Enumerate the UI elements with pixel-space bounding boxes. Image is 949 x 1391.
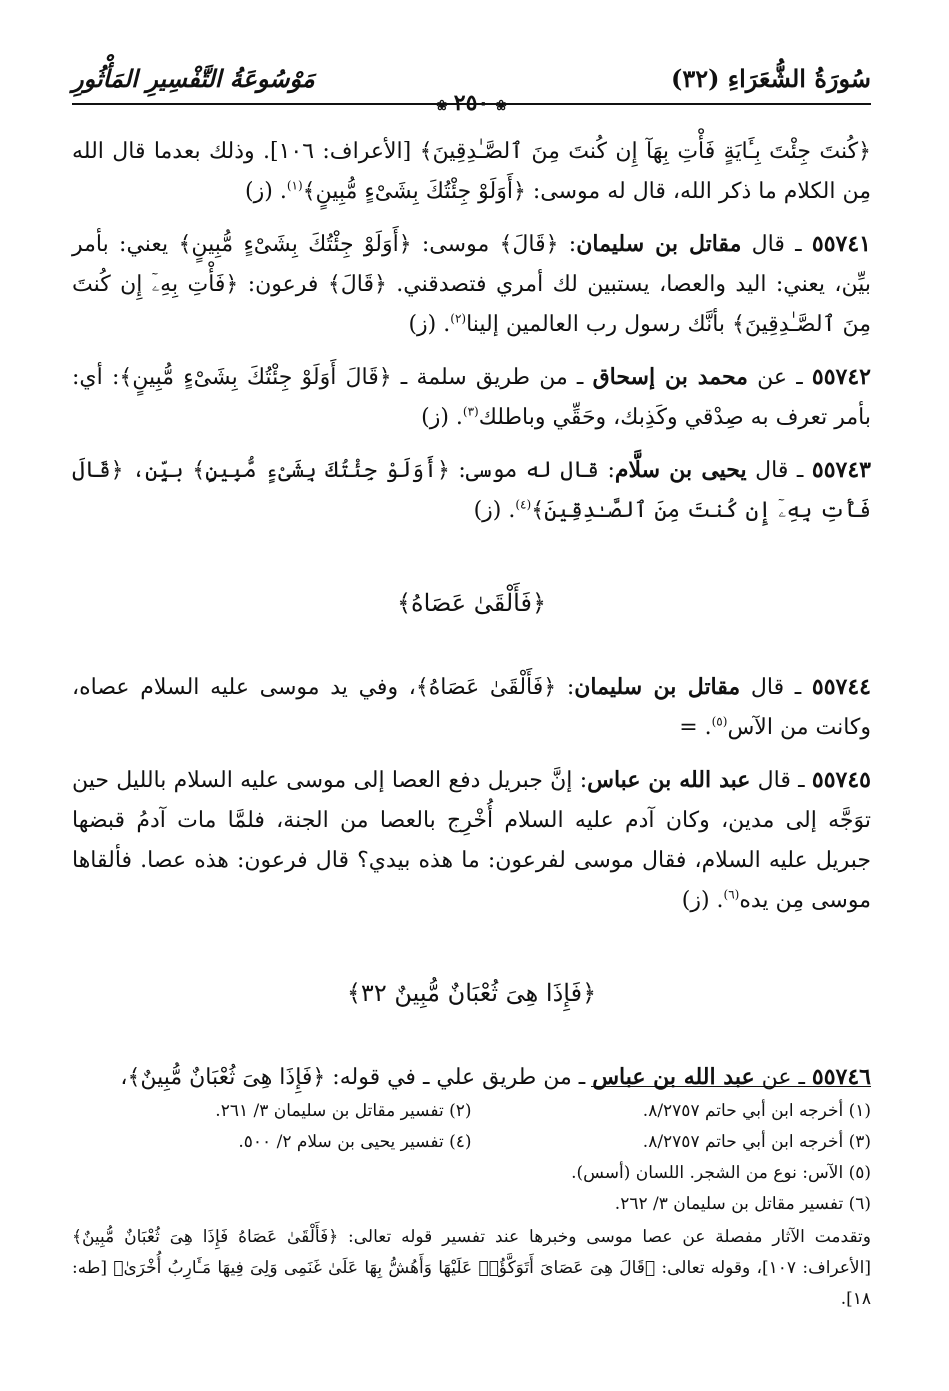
narration-text: : ﴿فَأَلْقَىٰ عَصَاهُ﴾، وفي يد موسى عليه السلام عصاه، وكانت من الآس: [72, 675, 871, 740]
footnote-3: (٣) أخرجه ابن أبي حاتم ٨/٢٧٥٧.: [642, 1132, 871, 1152]
footnote-ref: (١): [286, 178, 303, 193]
paragraph-text: ﴿كُنتَ جِئْتَ بِـَٔايَةٍ فَأْتِ بِهَآ إِن كُنتَ مِنَ ٱلصَّـٰدِقِينَ﴾ [الأعراف: ١٠٦]. وذلك بعدما قال الله مِن الكلام ما ذكر الله، قال له موسى: ﴿أَوَلَوْ جِئْتُكَ بِشَىْءٍ مُّبِينٍ﴾: [72, 139, 871, 204]
narration-text: ـ من طريق سلمة ـ ﴿قَالَ أَوَلَوْ جِئْتُكَ بِشَىْءٍ مُّبِينٍ﴾: أي: بأمر تعرف به صِدْقي وكَذِبك، وحَقِّي وباطلك: [72, 365, 871, 430]
footnote-ref: (٣): [462, 404, 479, 419]
narration-intro: ـ قال: [750, 768, 812, 793]
narration-number: ٥٥٧٤١: [811, 231, 871, 257]
narration-intro: ـ قال: [740, 675, 812, 700]
footnote-5: (٥) الآس: نوع من الشجر. اللسان (أسس).: [571, 1163, 871, 1183]
narration-intro: ـ قال: [741, 232, 812, 257]
surah-running-head: سُورَةُ الشُّعَرَاءِ (٣٢): [670, 64, 871, 93]
narration-text: : إنَّ جبريل دفع العصا إلى موسى عليه السلام بالليل حين توَجَّه إلى مدين، وكان آدم عليه السلام أُخْرِج بالعصا من الجنة، فلمَّا مات آدمُ قبضها جبريل عليه السلام، فقال موسى لفرعون: ما هذه بيدي؟ قال فرعون: هذه عصا. فألقاها موسى مِن يده: [72, 768, 871, 913]
narrator-name: محمد بن إسحاق: [592, 364, 748, 390]
narration-number: ٥٥٧٤٦: [811, 1064, 871, 1090]
narration-text-end: . (ز): [681, 888, 724, 913]
paragraph-text-end: . (ز): [245, 179, 287, 204]
narration-text-end: . (ز): [421, 405, 463, 430]
narration-text-end: . =: [679, 715, 712, 740]
narration-text-end: . (ز): [408, 312, 451, 337]
narration-number: ٥٥٧٤٤: [811, 674, 871, 700]
narration-intro: ـ عن: [754, 1065, 812, 1090]
footnote-6: (٦) تفسير مقاتل بن سليمان ٣/ ٢٦٢.: [614, 1194, 871, 1214]
footnote-ref: (٢): [450, 311, 467, 326]
ornament-icon: ❀: [495, 98, 507, 114]
verse-heading: ﴿فَأَلْقَىٰ عَصَاهُ﴾: [396, 589, 546, 617]
narrator-name: يحيى بن سلَّام: [614, 457, 747, 483]
footnote-row: [72, 1127, 871, 1158]
book-running-head: مَوْسُوعَةُ التَّفْسِيرِ المَأْثُورِ: [72, 64, 315, 93]
verse-heading: ﴿فَإِذَا هِىَ ثُعْبَانٌ مُّبِينٌ ٣٢﴾: [346, 979, 597, 1007]
footnotes: [72, 1096, 871, 1315]
footnote-ref: (٥): [711, 714, 728, 729]
narration-number: ٥٥٧٤٣: [811, 457, 871, 483]
narrator-name: عبد الله بن عباس: [592, 1064, 755, 1090]
page-body: [72, 132, 871, 1110]
ornament-icon: ❀: [436, 98, 448, 114]
narration-intro: ـ عن: [747, 365, 812, 390]
narrator-name: مقاتل بن سليمان: [574, 674, 741, 700]
footnote-1: (١) أخرجه ابن أبي حاتم ٨/٢٧٥٧.: [642, 1101, 871, 1121]
footnote-ref: (٤): [515, 497, 532, 512]
narration-text-end: . (ز): [473, 498, 516, 523]
narration-55742: [72, 357, 871, 438]
footnote-row: [72, 1096, 871, 1127]
paragraph-continuation: [72, 132, 871, 212]
narration-text: ـ من طريق علي ـ في قوله: ﴿فَإِذَا هِىَ ثُعْبَانٌ مُّبِينٌ﴾،: [120, 1065, 593, 1090]
narration-55746: [72, 1057, 871, 1098]
header-rule: [72, 103, 871, 105]
narration-text: : ﴿قَالَ﴾ موسى: ﴿أَوَلَوْ جِئْتُكَ بِشَىْءٍ مُّبِينٍ﴾ يعني: بأمر بيِّن، يعني: اليد والعصا، يستبين لك أمري فتصدقني. ﴿قَالَ﴾ فرعون: ﴿فَأْتِ بِهِۦٓ إِن كُنتَ مِنَ ٱلصَّـٰدِقِينَ﴾ بأنَّك رسول رب العالمين إلينا: [72, 232, 871, 337]
narrator-name: مقاتل بن سليمان: [576, 231, 742, 257]
narration-55744: [72, 667, 871, 748]
narration-55745: [72, 760, 871, 921]
narration-number: ٥٥٧٤٥: [811, 767, 871, 793]
footnote-note: وتقدمت الآثار مفصلة عن عصا موسى وخبرها عند تفسير قوله تعالى: ﴿فَأَلْقَىٰ عَصَاهُ فَإِذَا هِىَ ثُعْبَانٌ مُّبِينٌ﴾ [الأعراف: ١٠٧]، وقوله تعالى: ﴿قَالَ هِىَ عَصَاىَ أَتَوَكَّؤُا۟ عَلَيْهَا وَأَهُشُّ بِهَا عَلَىٰ غَنَمِى وَلِىَ فِيهَا مَـَٔارِبُ أُخْرَىٰ﴾ [طه: ١٨].: [72, 1227, 871, 1309]
narration-55741: [72, 224, 871, 345]
narration-55743: [72, 450, 871, 531]
narration-intro: ـ قال: [746, 458, 812, 483]
footnote-2: (٢) تفسير مقاتل بن سليمان ٣/ ٢٦١.: [215, 1101, 472, 1121]
narration-number: ٥٥٧٤٢: [811, 364, 871, 390]
footnote-4: (٤) تفسير يحيى بن سلام ٢/ ٥٠٠.: [238, 1132, 472, 1152]
narration-text: : قال له موسى: ﴿أَوَلَوْ جِئْتُكَ بِشَىْءٍ مُّبِينٍ﴾ بيِّن، ﴿قَالَ فَأْتِ بِهِۦٓ إِن كُنتَ مِنَ ٱلصَّـٰدِقِينَ﴾: [72, 458, 871, 523]
footnote-rule: [591, 1086, 871, 1087]
page-number-value: ٢٥٠: [453, 90, 490, 116]
narrator-name: عبد الله بن عباس: [587, 767, 751, 793]
footnote-ref: (٦): [723, 887, 740, 902]
